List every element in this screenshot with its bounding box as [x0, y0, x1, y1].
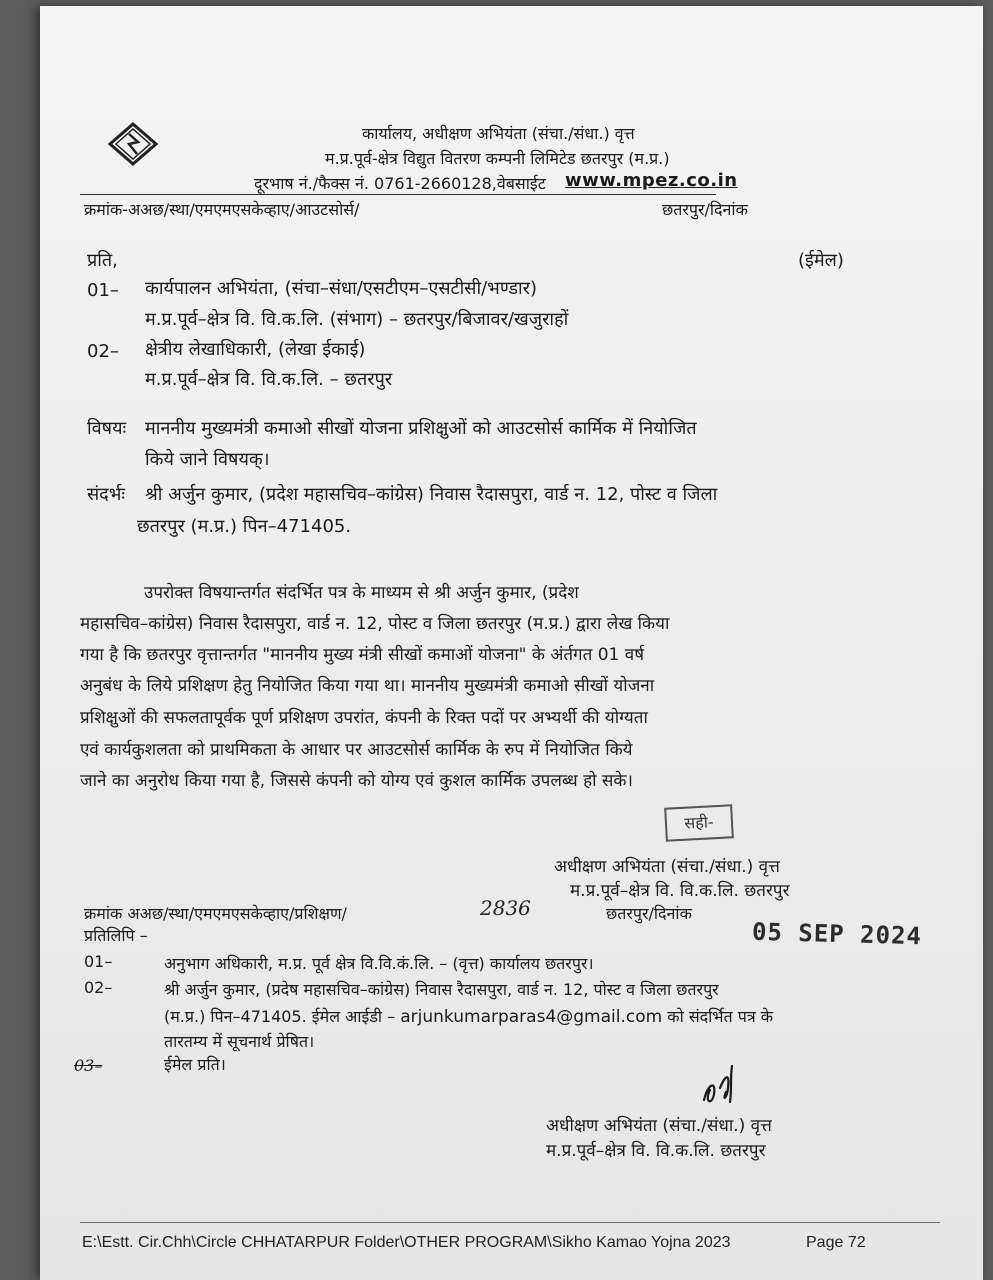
- reference-line: छतरपुर (म.प्र.) पिन–471405.: [137, 516, 352, 537]
- website-link[interactable]: www.mpez.co.in: [565, 170, 738, 191]
- recipient-line: क्षेत्रीय लेखाधिकारी, (लेखा ईकाई): [145, 339, 366, 360]
- ref-number-line: क्रमांक-अअछ/स्था/एमएमएसकेव्हाए/आउटसोर्स/: [84, 200, 360, 219]
- body-line: उपरोक्त विषयान्तर्गत संदर्भित पत्र के माध्यम से श्री अर्जुन कुमार, (प्रदेश: [144, 583, 579, 603]
- letter-page: [40, 6, 983, 1280]
- body-line: महासचिव–कांग्रेस) निवास रैदासपुरा, वार्ड न. 12, पोस्ट व जिला छतरपुर (म.प्र.) द्वारा लेख किया: [80, 614, 670, 634]
- email-mode-label: (ईमेल): [798, 250, 844, 271]
- copy-item-text-post: को संदर्भित पत्र के: [667, 1007, 774, 1026]
- reference-line: श्री अर्जुन कुमार, (प्रदेश महासचिव–कांग्रेस) निवास रैदासपुरा, वार्ड न. 12, पोस्ट व जिला: [145, 484, 718, 505]
- body-line: प्रशिक्षुओं की सफलतापूर्वक पूर्ण प्रशिक्षण उपरांत, कंपनी के रिक्त पदों पर अभ्यर्थी की योग्यता: [80, 708, 648, 728]
- header-rule: [80, 194, 716, 195]
- handwritten-signature: [690, 1058, 760, 1118]
- contact-line: दूरभाष नं./फैक्स नं. 0761-2660128,वेबसाईट: [254, 174, 546, 193]
- place-date-label: छतरपुर/दिनांक: [662, 200, 748, 219]
- copy-number: 01–: [84, 952, 113, 971]
- recipient-line: म.प्र.पूर्व–क्षेत्र वि. वि.क.लि. – छतरपुर: [145, 369, 393, 390]
- footer-rule: [80, 1222, 940, 1223]
- company-line: म.प्र.पूर्व-क्षेत्र विद्युत वितरण कम्पनी लिमिटेड छतरपुर (म.प्र.): [325, 149, 670, 168]
- copy-item-text: [164, 1005, 773, 1027]
- body-line: अनुबंध के लिये प्रशिक्षण हेतु नियोजित किया गया था। माननीय मुख्यमंत्री कमाओ सीखों योजना: [80, 676, 655, 696]
- subject-line: माननीय मुख्यमंत्री कमाओ सीखों योजना प्रशिक्षुओं को आउटसोर्स कार्मिक में नियोजित: [145, 418, 697, 439]
- copy-ref-line: क्रमांक अअछ/स्था/एमएमएसकेव्हाए/प्रशिक्षण/: [84, 904, 347, 923]
- copy-number: 02–: [84, 978, 113, 997]
- body-line: गया है कि छतरपुर वृत्तान्तर्गत "माननीय मुख्य मंत्री सीखों कमाओं योजना" के अंर्तगत 01 वर्ष: [80, 645, 645, 665]
- body-line: एवं कार्यकुशलता को प्राथमिकता के आधार पर आउटसोर्स कार्मिक के रुप में नियोजित किये: [80, 740, 633, 760]
- copy-item-text: तारतम्य में सूचनार्थ प्रेषित।: [164, 1032, 315, 1051]
- body-line: जाने का अनुरोध किया गया है, जिससे कंपनी को योग्य एवं कुशल कार्मिक उपलब्ध हो सके।: [80, 771, 633, 791]
- signatory-office: म.प्र.पूर्व–क्षेत्र वि. वि.क.लि. छतरपुर: [546, 1141, 766, 1161]
- subject-label: विषयः: [87, 418, 127, 439]
- page-number: Page 72: [806, 1234, 866, 1251]
- date-stamp: 05 SEP 2024: [751, 917, 923, 951]
- to-label: प्रति,: [87, 250, 118, 271]
- file-path-footer: E:\Estt. Cir.Chh\Circle CHHATARPUR Folder\OTHER PROGRAM\Sikho Kamao Yojna 2023: [82, 1234, 731, 1251]
- signatory-office: म.प्र.पूर्व–क्षेत्र वि. वि.क.लि. छतरपुर: [570, 881, 790, 901]
- copy-item-text: अनुभाग अधिकारी, म.प्र. पूर्व क्षेत्र वि.वि.कं.लि. – (वृत्त) कार्यालय छतरपुर।: [164, 954, 594, 973]
- subject-line: किये जाने विषयक्।: [145, 449, 270, 470]
- verified-stamp: सही-: [664, 804, 734, 842]
- copy-item-text-pre: (म.प्र.) पिन–471405. ईमेल आईडी –: [164, 1007, 396, 1026]
- company-logo: [102, 118, 164, 170]
- office-line: कार्यालय, अधीक्षण अभियंता (संचा./संधा.) वृत्त: [362, 124, 635, 143]
- copy-item-text: श्री अर्जुन कुमार, (प्रदेष महासचिव–कांग्रेस) निवास रैदासपुरा, वार्ड न. 12, पोस्ट व जिला छतरपुर: [164, 980, 719, 999]
- copy-place-date: छतरपुर/दिनांक: [606, 904, 692, 923]
- copy-number: 03–: [74, 1056, 103, 1075]
- reference-label: संदर्भः: [87, 484, 126, 505]
- signatory-designation: अधीक्षण अभियंता (संचा./संधा.) वृत्त: [546, 1116, 772, 1136]
- email-address[interactable]: arjunkumarparas4@gmail.com: [400, 1007, 663, 1027]
- recipient-line: कार्यपालन अभियंता, (संचा–संधा/एसटीएम–एसटीसी/भण्डार): [145, 278, 538, 299]
- recipient-number: 02–: [87, 341, 119, 362]
- recipient-line: म.प्र.पूर्व–क्षेत्र वि. वि.क.लि. (संभाग) – छतरपुर/बिजावर/खजुराहों: [145, 309, 569, 330]
- handwritten-ref-number: 2836: [480, 896, 531, 920]
- copy-item-text: ईमेल प्रति।: [164, 1055, 226, 1074]
- signatory-designation: अधीक्षण अभियंता (संचा./संधा.) वृत्त: [554, 857, 780, 877]
- copy-label: प्रतिलिपि –: [84, 926, 148, 945]
- recipient-number: 01–: [87, 280, 119, 301]
